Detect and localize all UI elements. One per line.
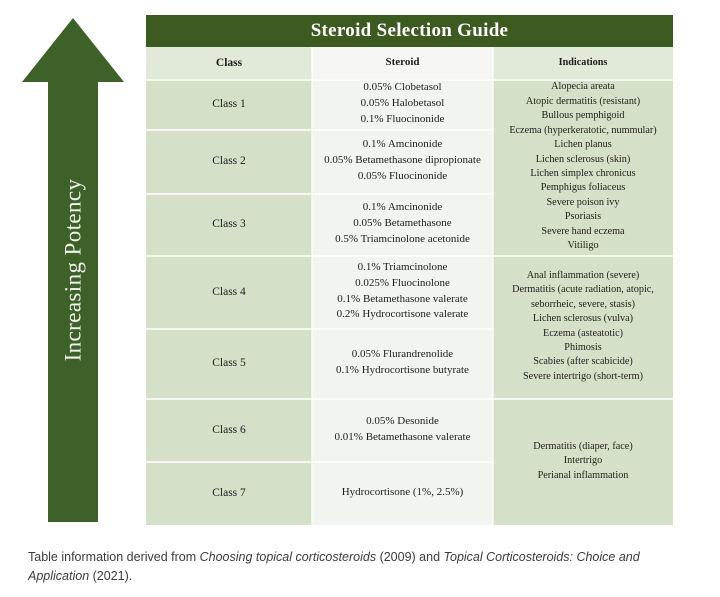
footnote-source-1: Choosing topical corticosteroids xyxy=(199,550,377,564)
column-header-steroid: Steroid xyxy=(385,56,420,69)
source-footnote xyxy=(28,548,683,587)
indications-group-cell: Anal inflammation (severe) Dermatitis (acute radiation, atopic, seborrheic, severe, stasis) Lichen sclerosus (vulva) Eczema (asteatotic) Phimosis Scabies (after scabicide) Severe intertrigo (short-term) xyxy=(512,269,654,382)
indications-group-cell: Alopecia areata Atopic dermatitis (resistant) Bullous pemphigoid Eczema (hyperkeratotic, nummular) Lichen planus Lichen sclerosus (skin) Lichen simplex chronicus Pemphigus foliaceus Severe poison ivy Psoriasis Severe hand eczema Vitiligo xyxy=(509,81,657,252)
table-row: Hydrocortisone (1%, 2.5%) xyxy=(341,486,464,499)
table-row: Class 3 xyxy=(212,218,246,230)
table-row: 0.05% Clobetasol 0.05% Halobetasol 0.1% Fluocinonide xyxy=(360,81,445,125)
arrow-label-text: Increasing Potency xyxy=(60,178,85,362)
table-title-bar xyxy=(146,15,673,47)
footnote-part-1: Table information derived from xyxy=(28,550,200,564)
indications-group-cell: Dermatitis (diaper, face) Intertrigo Perianal inflammation xyxy=(533,440,633,481)
table-row: 0.05% Desonide 0.01% Betamethasone valerate xyxy=(334,414,471,443)
table-row: 0.1% Amcinonide 0.05% Betamethasone 0.5% Triamcinolone acetonide xyxy=(335,201,470,245)
steroid-selection-table xyxy=(146,15,673,525)
footnote-source-2: Topical Corticosteroids: Choice and Application xyxy=(28,550,640,584)
increasing-potency-arrow xyxy=(18,14,128,526)
table-row: 0.1% Triamcinolone 0.025% Fluocinolone 0.1% Betamethasone valerate 0.2% Hydrocortisone valerate xyxy=(336,260,469,321)
table-row: Class 4 xyxy=(212,285,246,298)
table-row: Class 7 xyxy=(212,487,246,499)
table-row: Class 6 xyxy=(212,423,246,436)
arrow-shape-icon xyxy=(18,14,128,526)
table-row: Class 1 xyxy=(212,98,246,110)
footnote-part-2: (2009) and xyxy=(376,550,444,564)
table-row: 0.1% Amcinonide 0.05% Betamethasone dipropionate 0.05% Fluocinonide xyxy=(324,138,481,182)
column-header-indications: Indications xyxy=(558,56,608,68)
page-title: Steroid Selection Guide xyxy=(310,20,509,41)
table-row: Class 2 xyxy=(212,155,246,167)
footnote-part-3: (2021). xyxy=(89,569,133,584)
column-header-class: Class xyxy=(215,57,243,69)
table-grid xyxy=(146,47,673,525)
table-row: 0.05% Flurandrenolide 0.1% Hydrocortisone butyrate xyxy=(336,348,469,376)
table-row: Class 5 xyxy=(212,357,246,369)
